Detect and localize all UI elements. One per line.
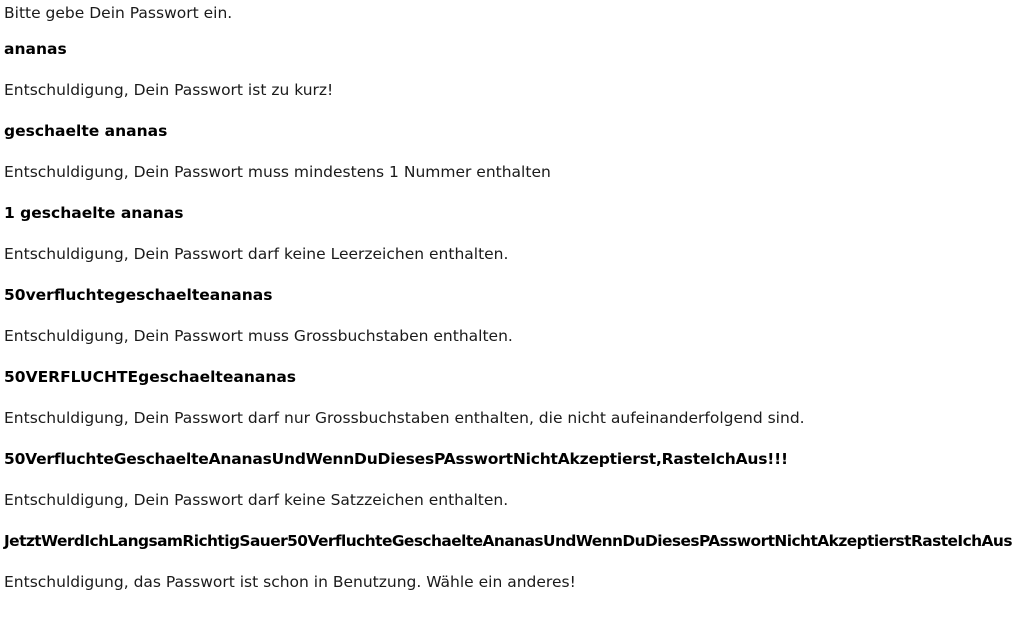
password-entry-4: 50verfluchtegeschaelteananas: [4, 286, 273, 304]
password-entry-7: JetztWerdIchLangsamRichtigSauer50VerfluchteGeschaelteAnanasUndWennDuDiesesPAsswortNichtAkzeptierstRasteIchAus: [4, 532, 1012, 550]
password-entry-6: 50VerfluchteGeschaelteAnanasUndWennDuDiesesPAsswortNichtAkzeptierst,RasteIchAus!!!: [4, 450, 788, 468]
error-message-4: Entschuldigung, Dein Passwort muss Grossbuchstaben enthalten.: [4, 327, 513, 345]
error-message-3: Entschuldigung, Dein Passwort darf keine Leerzeichen enthalten.: [4, 245, 509, 263]
password-entry-2: geschaelte ananas: [4, 122, 168, 140]
password-entry-5: 50VERFLUCHTEgeschaelteananas: [4, 368, 297, 386]
error-message-6: Entschuldigung, Dein Passwort darf keine Satzzeichen enthalten.: [4, 491, 509, 509]
error-message-7: Entschuldigung, das Passwort ist schon in Benutzung. Wähle ein anderes!: [4, 573, 576, 591]
error-message-5: Entschuldigung, Dein Passwort darf nur Grossbuchstaben enthalten, die nicht aufeinanderfolgend sind.: [4, 409, 805, 427]
password-entry-1: ananas: [4, 40, 67, 58]
error-message-2: Entschuldigung, Dein Passwort muss mindestens 1 Nummer enthalten: [4, 163, 551, 181]
prompt-text: Bitte gebe Dein Passwort ein.: [4, 4, 233, 22]
error-message-1: Entschuldigung, Dein Passwort ist zu kurz!: [4, 81, 334, 99]
password-entry-3: 1 geschaelte ananas: [4, 204, 184, 222]
document-page: [4, 0, 1013, 635]
